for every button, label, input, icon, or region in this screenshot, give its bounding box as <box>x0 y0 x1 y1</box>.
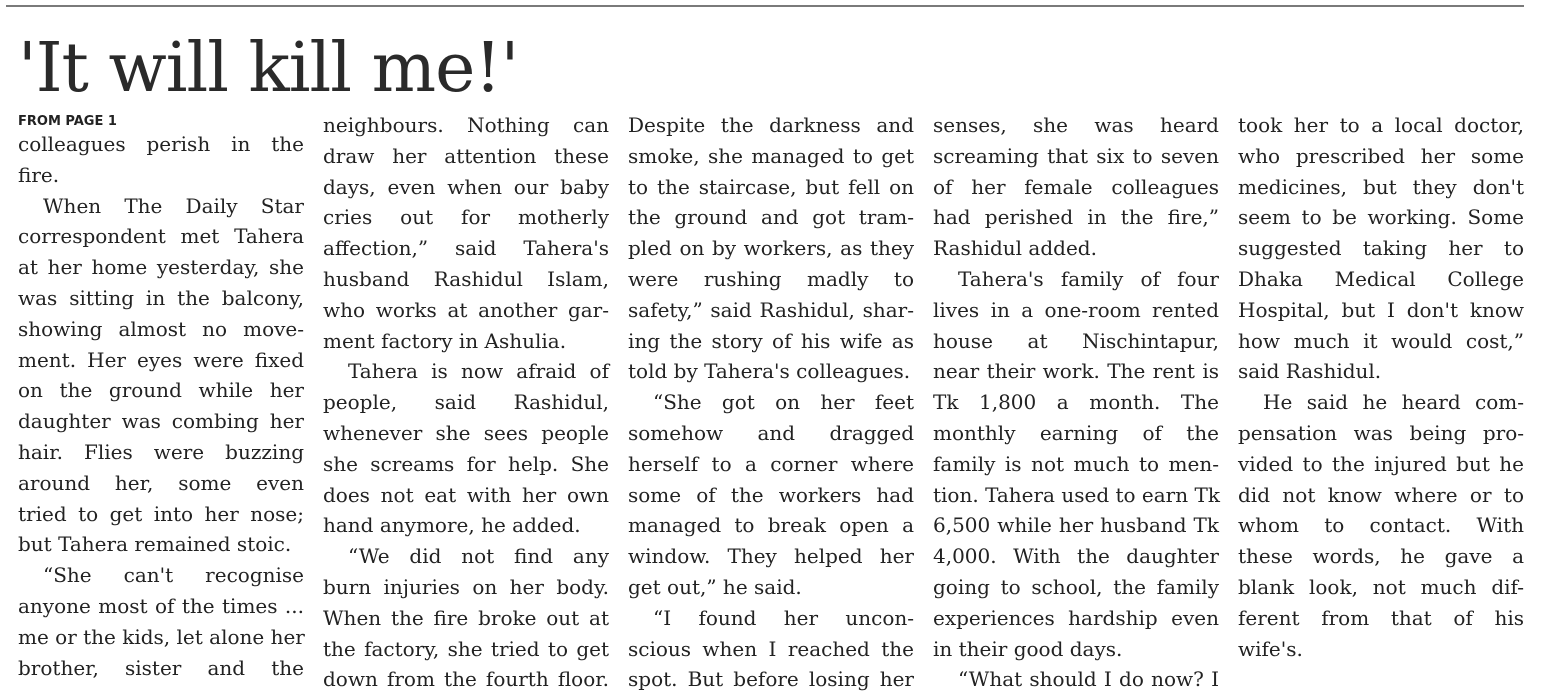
text-line: safety,” said Rashidul, shar- <box>628 297 914 322</box>
article-column-3 <box>628 110 914 695</box>
text-line: “She can't recognise <box>43 563 304 588</box>
text-line: Tk 1,800 a month. The <box>933 390 1219 415</box>
text-line: does not eat with her own <box>323 482 609 507</box>
text-line: screaming that six to seven <box>933 143 1219 168</box>
text-line: tried to get into her nose; <box>18 501 304 526</box>
text-line: whom to contact. With <box>1238 513 1524 538</box>
text-line: Rashidul added. <box>933 236 1097 261</box>
text-line: these words, he gave a <box>1238 544 1524 569</box>
text-line: to the staircase, but fell on <box>628 174 914 199</box>
text-line: When the fire broke out at <box>323 605 609 630</box>
text-line: going to school, the family <box>933 574 1219 599</box>
text-line: seem to be working. Some <box>1238 205 1524 230</box>
text-line: experiences hardship even <box>933 605 1219 630</box>
text-line: in their good days. <box>933 636 1123 661</box>
text-line: ment factory in Ashulia. <box>323 328 567 353</box>
text-line: pensation was being pro- <box>1238 420 1524 445</box>
text-line: monthly earning of the <box>933 420 1219 445</box>
text-line: daughter was combing her <box>18 409 304 434</box>
text-line: “I found her uncon- <box>653 605 914 630</box>
text-line: who prescribed her some <box>1238 143 1524 168</box>
text-line: around her, some even <box>18 470 304 495</box>
text-line: correspondent met Tahera <box>18 224 304 249</box>
text-line: burn injuries on her body. <box>323 574 609 599</box>
text-line: ment. Her eyes were fixed <box>18 347 304 372</box>
text-line: said Rashidul. <box>1238 359 1382 384</box>
text-line: blank look, not much dif- <box>1238 574 1524 599</box>
text-line: husband Rashidul Islam, <box>323 266 609 291</box>
text-line: When The Daily Star <box>43 193 304 218</box>
text-line: who works at another gar- <box>323 297 609 322</box>
text-line: senses, she was heard <box>933 113 1219 137</box>
text-line: Despite the darkness and <box>628 113 914 137</box>
text-line: hair. Flies were buzzing <box>18 439 304 464</box>
text-line: me or the kids, let alone her <box>18 624 305 649</box>
text-line: “She got on her feet <box>653 390 914 415</box>
headline: 'It will kill me!' <box>18 29 519 108</box>
text-line: pled on by workers, as they <box>628 236 914 261</box>
text-line: near their work. The rent is <box>933 359 1219 384</box>
text-line: the ground and got tram- <box>628 205 914 230</box>
text-line: days, even when our baby <box>323 174 609 199</box>
text-line: down from the fourth floor. <box>323 667 609 692</box>
text-line: anyone most of the times ... <box>18 593 304 618</box>
text-line: fire. <box>18 162 60 187</box>
article-column-1 <box>18 129 304 683</box>
text-line: how much it would cost,” <box>1238 328 1524 353</box>
text-line: “We did not find any <box>348 544 609 569</box>
text-line: was sitting in the balcony, <box>18 285 304 310</box>
text-line: Tahera is now afraid of <box>348 359 609 384</box>
text-line: took her to a local doctor, <box>1238 113 1524 137</box>
text-line: suggested taking her to <box>1238 236 1524 261</box>
text-line: ferent from that of his <box>1238 605 1524 630</box>
text-line: on the ground while her <box>18 378 304 403</box>
article-column-5 <box>1238 110 1524 664</box>
text-line: family is not much to men- <box>933 451 1219 476</box>
text-line: scious when I reached the <box>628 636 914 661</box>
text-line: showing almost no move- <box>18 316 304 341</box>
text-line: told by Tahera's colleagues. <box>628 359 911 384</box>
text-line: people, said Rashidul, <box>323 390 609 415</box>
text-line: hand anymore, he added. <box>323 513 581 538</box>
text-line: medicines, but they don't <box>1238 174 1524 199</box>
text-line: “What should I do now? I <box>958 667 1219 692</box>
text-line: at her home yesterday, she <box>18 255 304 280</box>
text-line: vided to the injured but he <box>1238 451 1524 476</box>
text-line: herself to a corner where <box>628 451 914 476</box>
text-line: affection,” said Tahera's <box>323 236 609 261</box>
text-line: managed to break open a <box>628 513 914 538</box>
text-line: Tahera's family of four <box>958 266 1219 291</box>
text-line: brother, sister and the <box>18 655 304 680</box>
text-line: 4,000. With the daughter <box>933 544 1219 569</box>
text-line: wife's. <box>1238 636 1303 661</box>
text-line: somehow and dragged <box>628 420 914 445</box>
article-column-4 <box>933 110 1219 695</box>
text-line: ing the story of his wife as <box>628 328 914 353</box>
text-line: whenever she sees people <box>323 420 609 445</box>
text-line: colleagues perish in the <box>18 132 304 156</box>
text-line: she screams for help. She <box>323 451 609 476</box>
text-line: draw her attention these <box>323 143 609 168</box>
text-line: window. They helped her <box>628 544 914 569</box>
text-line: lives in a one-room rented <box>933 297 1219 322</box>
top-rule <box>6 5 1524 7</box>
article-column-2 <box>323 110 609 695</box>
text-line: but Tahera remained stoic. <box>18 532 292 557</box>
text-line: the factory, she tried to get <box>323 636 609 661</box>
text-line: of her female colleagues <box>933 174 1219 199</box>
text-line: cries out for motherly <box>323 205 609 230</box>
text-line: He said he heard com- <box>1263 390 1524 415</box>
text-line: 6,500 while her husband Tk <box>933 513 1219 538</box>
text-line: Hospital, but I don't know <box>1238 297 1524 322</box>
text-line: house at Nischintapur, <box>933 328 1219 353</box>
text-line: neighbours. Nothing can <box>323 113 609 137</box>
text-line: spot. But before losing her <box>628 667 914 692</box>
text-line: were rushing madly to <box>628 266 914 291</box>
text-line: Dhaka Medical College <box>1238 266 1524 291</box>
text-line: get out,” he said. <box>628 574 802 599</box>
text-line: some of the workers had <box>628 482 914 507</box>
text-line: smoke, she managed to get <box>628 143 914 168</box>
kicker-from-page: FROM PAGE 1 <box>18 114 117 129</box>
text-line: tion. Tahera used to earn Tk <box>933 482 1220 507</box>
text-line: had perished in the fire,” <box>933 205 1219 230</box>
text-line: did not know where or to <box>1238 482 1524 507</box>
